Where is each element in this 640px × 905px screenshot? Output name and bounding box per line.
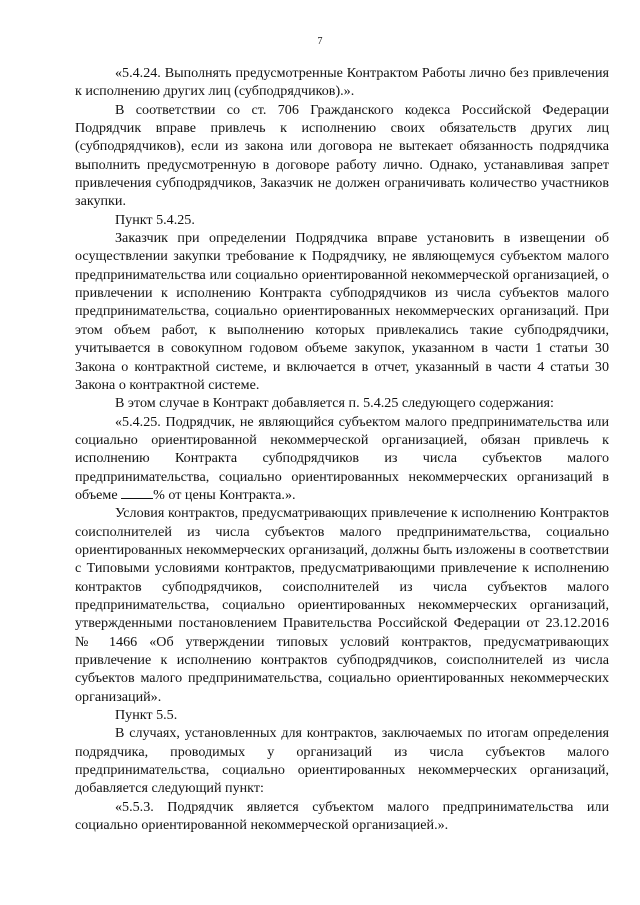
contract-conditions-paragraph: Условия контрактов, предусматривающих привлечение к исполнению Контрактов соисполнителей из числа субъектов малого предпринимательства, социально ориентированных некоммерческих организаций, должны быть изложены в соответствии с Типовыми условиями контрактов, предусматривающими привлечение к исполнению контрактов субподрядчиков, соисполнителей из числа субъектов малого предпринимательства, социально ориентированных некоммерческих организаций, утвержденными постановлением Правительства Российской Федерации от 23.12.2016 № 1466 «Об утверждении типовых условий контрактов, предусматривающих привлечение к исполнению контрактов субподрядчиков, соисполнителей из числа субъектов малого предпринимательства, социально ориентированных некоммерческих организаций». — [75, 505, 609, 705]
percentage-blank-field — [121, 486, 153, 499]
clause-5-4-25-after-blank: % от цены Контракта.». — [153, 486, 296, 503]
clause-5-4-25-before-blank: «5.4.25. Подрядчик, не являющийся субъектом малого предпринимательства или социально ориентированной некоммерческой организацией, обязан привлечь к исполнению Контракта субподрядчиков из числа субъектов малого предпринимательства, социально ориентированных некоммерческих организаций в объеме — [75, 413, 609, 503]
clause-5-5-3-text: «5.5.3. Подрядчик является субъектом малого предпринимательства или социально ориентированной некоммерческой организацией.». — [75, 798, 609, 834]
clause-5-4-24-text: «5.4.24. Выполнять предусмотренные Контрактом Работы лично без привлечения к исполнению других лиц (субподрядчиков).». — [75, 65, 609, 100]
document-body — [75, 64, 609, 834]
section-heading-5-5: Пункт 5.5. — [115, 707, 178, 724]
page-number: 7 — [317, 36, 323, 47]
section-heading-5-4-25: Пункт 5.4.25. — [115, 211, 195, 228]
small-business-cases-paragraph: В случаях, установленных для контрактов, заключаемых по итогам определения подрядчика, проводимых у организаций из числа субъектов малого предпринимательства, социально ориентированных некоммерческих организаций, добавляется следующий пункт: — [75, 725, 609, 797]
clause-addition-intro: В этом случае в Контракт добавляется п. 5.4.25 следующего содержания: — [115, 395, 554, 412]
clause-5-4-25-text — [75, 413, 609, 505]
customer-requirement-paragraph: Заказчик при определении Подрядчика вправе установить в извещении об осуществлении закупки требование к Подрядчику, не являющемуся субъектом малого предпринимательства или социально ориентированной некоммерческой организацией, о привлечении к исполнению Контракта субподрядчиков из числа субъектов малого предпринимательства, социально ориентированных некоммерческих организаций. При этом объем работ, к выполнению которых привлекались такие субподрядчики, учитывается в совокупном годовом объеме закупок, указанном в части 1 статьи 30 Закона о контрактной системе, и включается в отчет, указанный в части 4 статьи 30 Закона о контрактной системе. — [75, 230, 609, 393]
civil-code-paragraph: В соответствии со ст. 706 Гражданского кодекса Российской Федерации Подрядчик вправе привлечь к исполнению своих обязательств других лиц (субподрядчиков), если из закона или договора не вытекает обязанность подрядчика выполнить предусмотренную в договоре работу лично. Однако, устанавливая запрет привлечения субподрядчиков, Заказчик не должен ограничивать количество участников закупки. — [75, 101, 609, 210]
